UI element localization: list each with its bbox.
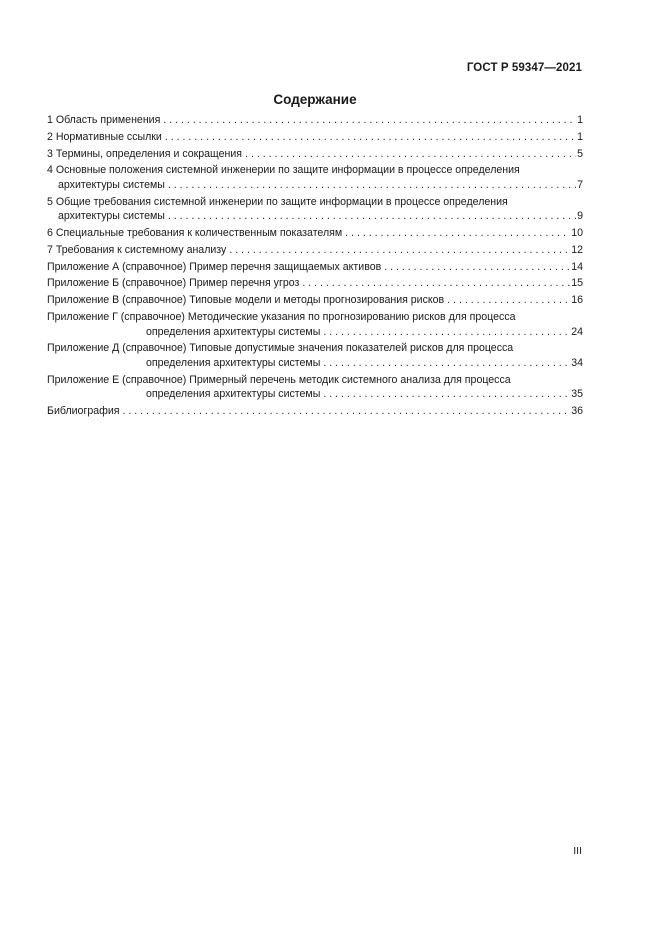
toc-entry-title-continued: архитектуры системы — [58, 210, 165, 223]
toc-entry-title: 5 Общие требования системной инженерии по защите информации в процессе определения — [47, 195, 508, 208]
toc-entry-title-continued: определения архитектуры системы — [146, 356, 321, 369]
toc-entry-page: 12 — [571, 243, 583, 256]
toc-entry-appendix-d[interactable] — [47, 341, 583, 370]
toc-entry-title: Приложение А (справочное) Пример перечня защищаемых активов — [47, 260, 382, 273]
toc-entry-page: 24 — [571, 325, 583, 338]
dot-leader — [245, 147, 576, 162]
toc-entry-title-continued: определения архитектуры системы — [146, 388, 321, 401]
toc-entry-title: 3 Термины, определения и сокращения — [47, 147, 243, 160]
toc-entry-page: 10 — [571, 227, 583, 240]
toc-entry-title: 4 Основные положения системной инженерии по защите информации в процессе определения — [47, 164, 520, 177]
page-number: III — [573, 845, 582, 857]
toc-entry-title: Приложение Д (справочное) Типовые допустимые значения показателей рисков для процесса — [47, 342, 514, 355]
toc-entry-title-continued: определения архитектуры системы — [146, 325, 321, 338]
toc-entry-page: 1 — [577, 114, 583, 126]
toc-entry-appendix-a[interactable] — [47, 260, 583, 275]
toc-entry-title: Приложение В (справочное) Типовые модели и методы прогнозирования рисков — [47, 294, 445, 307]
toc-entry-title: 6 Специальные требования к количественным показателям — [47, 227, 343, 240]
toc-entry-section-7[interactable] — [47, 243, 583, 258]
toc-entry-page: 5 — [577, 147, 583, 160]
dot-leader — [323, 325, 570, 340]
toc-entry-page: 15 — [571, 277, 583, 290]
toc-entry-page: 7 — [577, 178, 583, 191]
toc-entry-title: Приложение Г (справочное) Методические указания по прогнозированию рисков для процесса — [47, 311, 516, 323]
toc-entry-appendix-e[interactable] — [47, 373, 583, 402]
toc-entry-appendix-g[interactable] — [47, 310, 583, 339]
toc-entry-title: Приложение Е (справочное) Примерный перечень методик системного анализа для процесса — [47, 373, 511, 386]
toc-entry-section-5[interactable] — [47, 195, 583, 224]
toc-list — [47, 113, 583, 421]
toc-entry-page: 36 — [571, 405, 583, 418]
document-code: ГОСТ Р 59347—2021 — [466, 62, 582, 74]
toc-entry-page: 1 — [577, 130, 583, 143]
dot-leader — [447, 293, 570, 308]
toc-title: Содержание — [273, 92, 357, 107]
toc-entry-page: 35 — [571, 388, 583, 401]
dot-leader — [302, 276, 570, 291]
dot-leader — [122, 404, 570, 419]
toc-entry-section-2[interactable] — [47, 130, 583, 145]
toc-entry-section-3[interactable] — [47, 147, 583, 162]
toc-entry-page: 16 — [571, 294, 583, 307]
toc-entry-bibliography[interactable] — [47, 404, 583, 419]
toc-entry-page: 14 — [571, 260, 583, 273]
toc-entry-page: 9 — [577, 210, 583, 223]
toc-entry-title: 2 Нормативные ссылки — [47, 130, 162, 143]
toc-entry-page: 34 — [571, 356, 583, 369]
dot-leader — [165, 130, 576, 145]
toc-entry-appendix-v[interactable] — [47, 293, 583, 308]
dot-leader — [168, 178, 576, 193]
toc-entry-section-4[interactable] — [47, 163, 583, 192]
toc-entry-section-1[interactable] — [47, 113, 583, 128]
toc-entry-section-6[interactable] — [47, 226, 583, 241]
dot-leader — [163, 113, 576, 128]
toc-entry-title: Библиография — [47, 405, 120, 418]
toc-entry-title: Приложение Б (справочное) Пример перечня угроз — [47, 277, 300, 290]
dot-leader — [168, 209, 576, 224]
dot-leader — [229, 243, 570, 258]
dot-leader — [345, 226, 570, 241]
dot-leader — [323, 387, 570, 402]
toc-entry-title-continued: архитектуры системы — [58, 178, 165, 191]
toc-entry-title: 1 Область применения — [47, 114, 161, 126]
dot-leader — [323, 356, 570, 371]
toc-entry-appendix-b[interactable] — [47, 276, 583, 291]
dot-leader — [384, 260, 570, 275]
toc-entry-title: 7 Требования к системному анализу — [47, 243, 227, 256]
